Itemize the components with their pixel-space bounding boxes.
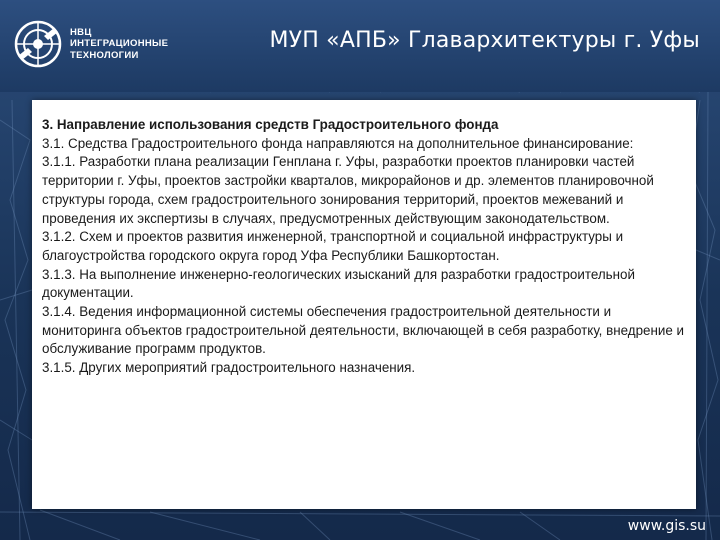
logo-line-1: НВЦ [70,26,92,38]
paragraph-3-1-5: 3.1.5. Других мероприятий градостроительного назначения. [42,360,416,376]
paragraph-3-1: 3.1. Средства Градостроительного фонда направляются на дополнительное финансирование: [42,135,634,151]
content-panel [32,100,696,509]
logo [14,14,204,74]
logo-text [70,27,168,62]
paragraph-3-1-1: 3.1.1. Разработки плана реализации Генплана г. Уфы, разработки проектов планировки частей территории г. Уфы, проектов застройки кварталов, микрорайонов и др. элементов планировочной структуры города, схем градостроительного зонирования территорий, проектов межеваний и проведения их экспертизы в случаях, предусмотренных действующим законодательством. [42,154,654,226]
logo-globe-icon [14,20,62,68]
footer-url[interactable]: www.gis.su [627,518,706,534]
logo-line-2: ИНТЕГРАЦИОННЫЕ [70,38,169,50]
paragraph-3-1-4: 3.1.4. Ведения информационной системы обеспечения градостроительной деятельности и мониторинга объектов градостроительной деятельности, включающей в себя разработку, внедрение и обслуживание программ продуктов. [42,304,685,357]
section-heading: 3. Направление использования средств Градостроительного фонда [42,117,499,132]
logo-line-3: ТЕХНОЛОГИИ [70,49,139,61]
paragraph-3-1-3: 3.1.3. На выполнение инженерно-геологических изысканий для разработки градостроительной документации. [42,266,635,301]
content-text [42,116,690,378]
paragraph-3-1-2: 3.1.2. Схем и проектов развития инженерной, транспортной и социальной инфраструктуры и благоустройства городского округа город Уфа Республики Башкортостан. [42,229,624,263]
page-title: МУП «АПБ» Главархитектуры г. Уфы [269,28,700,53]
header [0,0,720,92]
